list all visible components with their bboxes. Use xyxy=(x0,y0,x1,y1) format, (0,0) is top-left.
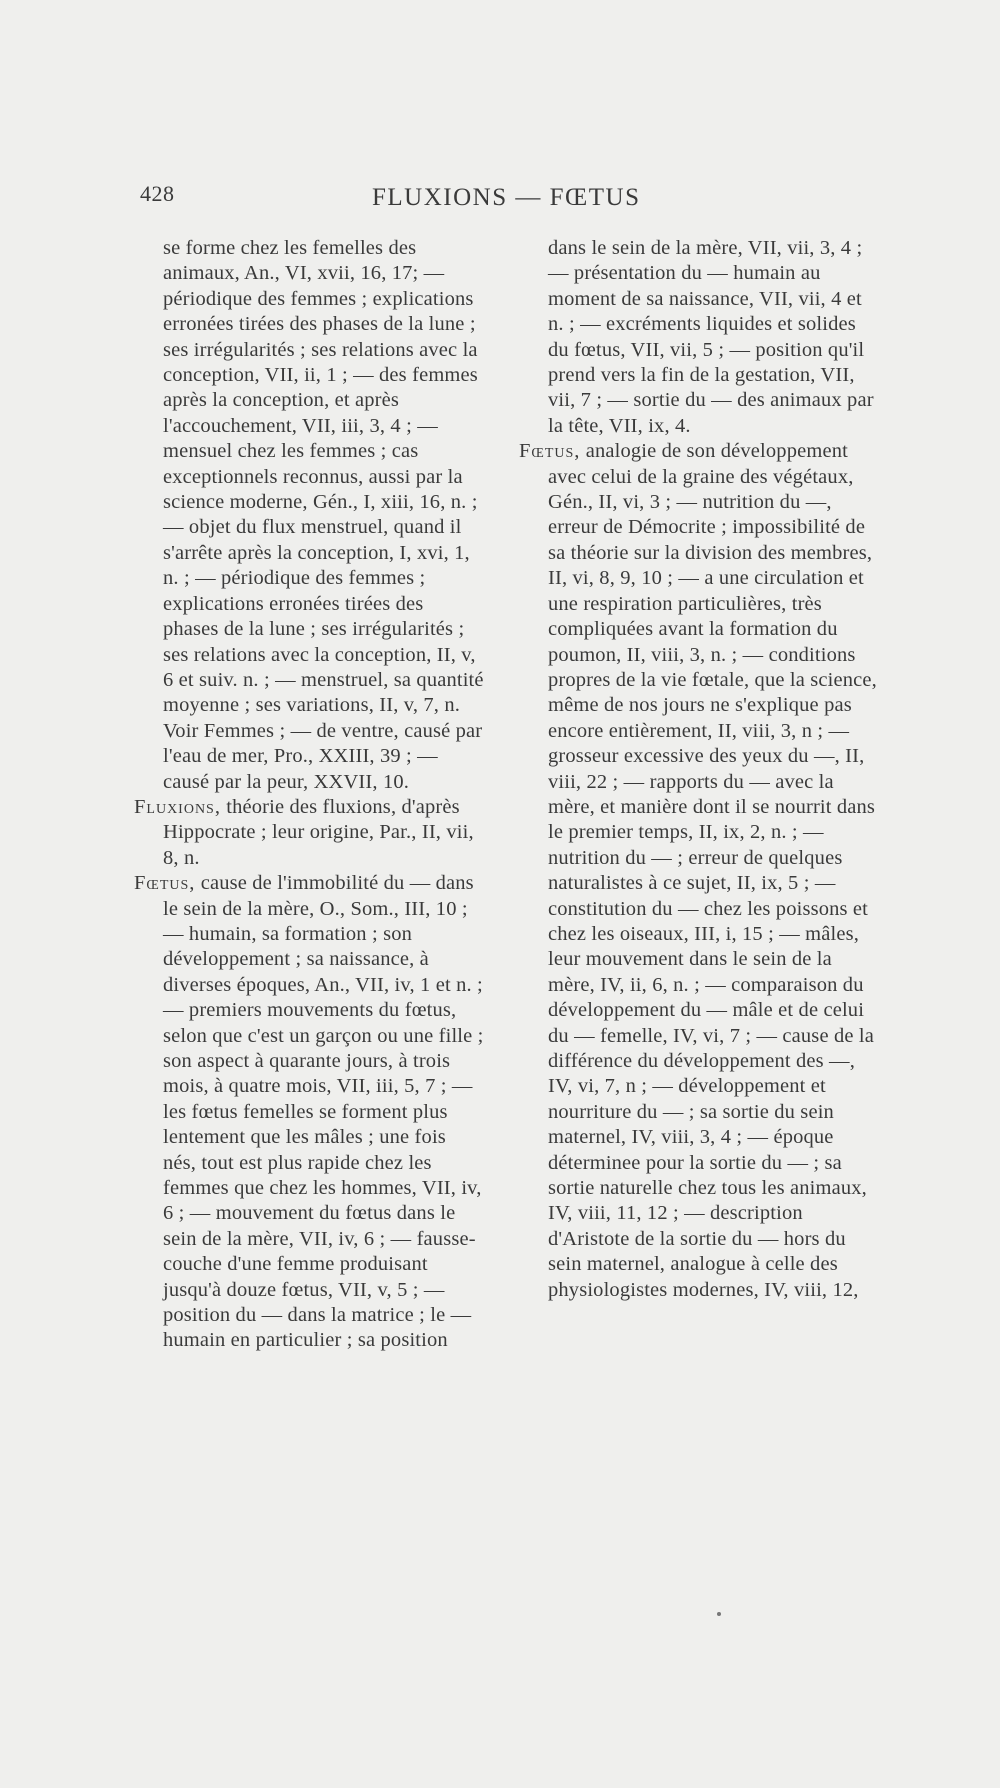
headword-fluxions: Fluxions, xyxy=(134,795,221,818)
left-column xyxy=(134,236,484,1354)
headword-foetus: Fœtus, xyxy=(134,872,196,895)
entry-foetus-2 xyxy=(519,439,879,1303)
entry-text: cause de l'immobilité du — dans le sein de la mère, O., Som., III, 10 ; — humain, sa formation ; son développement ; sa naissance, à diverses époques, An., VII, iv, 1 et n. ; — premiers mouvements du fœtus, selon que c'est un garçon ou une fille ; son aspect à quarante jours, à trois mois, à quatre mois, VII, iii, 5, 7 ; — les fœtus femelles se forment plus lentement que les mâles ; une fois nés, tout est plus rapide chez les femmes que chez les hommes, VII, iv, 6 ; — mouvement du fœtus dans le sein de la mère, VII, iv, 6 ; — fausse-couche d'une femme produisant jusqu'à douze fœtus, VII, v, 5 ; — position du — dans la matrice ; le — humain en particulier ; sa position xyxy=(163,872,484,1352)
stray-dot xyxy=(717,1612,721,1616)
entry-text: théorie des fluxions, d'après Hippocrate ; leur origine, Par., II, vii, 8, n. xyxy=(163,795,474,869)
entry-text: dans le sein de la mère, VII, vii, 3, 4 ; — présentation du — humain au moment de sa naissance, VII, vii, 4 et n. ; — excréments liquides et solides du fœtus, VII, vii, 5 ; — position qu'il prend vers la fin de la gestation, VII, vii, 7 ; — sortie du — des animaux par la tête, VII, ix, 4. xyxy=(548,237,874,437)
running-head: FLUXIONS — FŒTUS xyxy=(372,184,641,211)
page-number: 428 xyxy=(140,181,175,206)
entry-foetus-1 xyxy=(134,871,484,1354)
headword-foetus: Fœtus, xyxy=(519,440,581,463)
entry-fluxions xyxy=(134,795,484,871)
entry-text: analogie de son développement avec celui de la graine des végétaux, Gén., II, vi, 3 ; — nutrition du —, erreur de Démocrite ; impossibilité de sa théorie sur la division des membres, II, vi, 8, 9, 10 ; — a une circulation et une respiration particulières, très compliquées avant la formation du poumon, II, viii, 3, n. ; — conditions propres de la vie fœtale, que la science, même de nos jours ne s'explique pas encore entièrement, II, viii, 3, n ; — grosseur excessive des yeux du —, II, viii, 22 ; — rapports du — avec la mère, et manière dont il se nourrit dans le premier temps, II, ix, 2, n. ; — nutrition du — ; erreur de quelques naturalistes à ce sujet, II, ix, 5 ; — constitution du — chez les poissons et chez les oiseaux, III, i, 15 ; — mâles, leur mouvement dans le sein de la mère, IV, ii, 6, n. ; — comparaison du développement du — mâle et de celui du — femelle, IV, vi, 7 ; — cause de la différence du développement des —, IV, vi, 7, n ; — développement et nourriture du — ; sa sortie du sein maternel, IV, viii, 3, 4 ; — époque déterminee pour la sortie du — ; sa sortie naturelle chez tous les animaux, IV, viii, 11, 12 ; — description d'Aristote de la sortie du — hors du sein maternel, analogue à celle des physiologistes modernes, IV, viii, 12, xyxy=(548,440,877,1301)
right-column xyxy=(519,236,879,1303)
entry-text: se forme chez les femelles des animaux, An., VI, xvii, 16, 17; — périodique des femmes ; explications erronées tirées des phases de la lune ; ses irrégularités ; ses relations avec la conception, VII, ii, 1 ; — des femmes après la conception, et après l'accouchement, VII, iii, 3, 4 ; — mensuel chez les femmes ; cas exceptionnels reconnus, aussi par la science moderne, Gén., I, xiii, 16, n. ; — objet du flux menstruel, quand il s'arrête après la conception, I, xvi, 1, n. ; — périodique des femmes ; explications erronées tirées des phases de la lune ; ses irrégularités ; ses relations avec la conception, II, v, 6 et suiv. n. ; — menstruel, sa quantité moyenne ; ses variations, II, v, 7, n. Voir Femmes ; — de ventre, causé par l'eau de mer, Pro., XXIII, 39 ; — causé par la peur, XXVII, 10. xyxy=(163,237,484,793)
entry-foetus-1-continuation xyxy=(519,236,879,439)
entry-flux-continuation xyxy=(134,236,484,795)
